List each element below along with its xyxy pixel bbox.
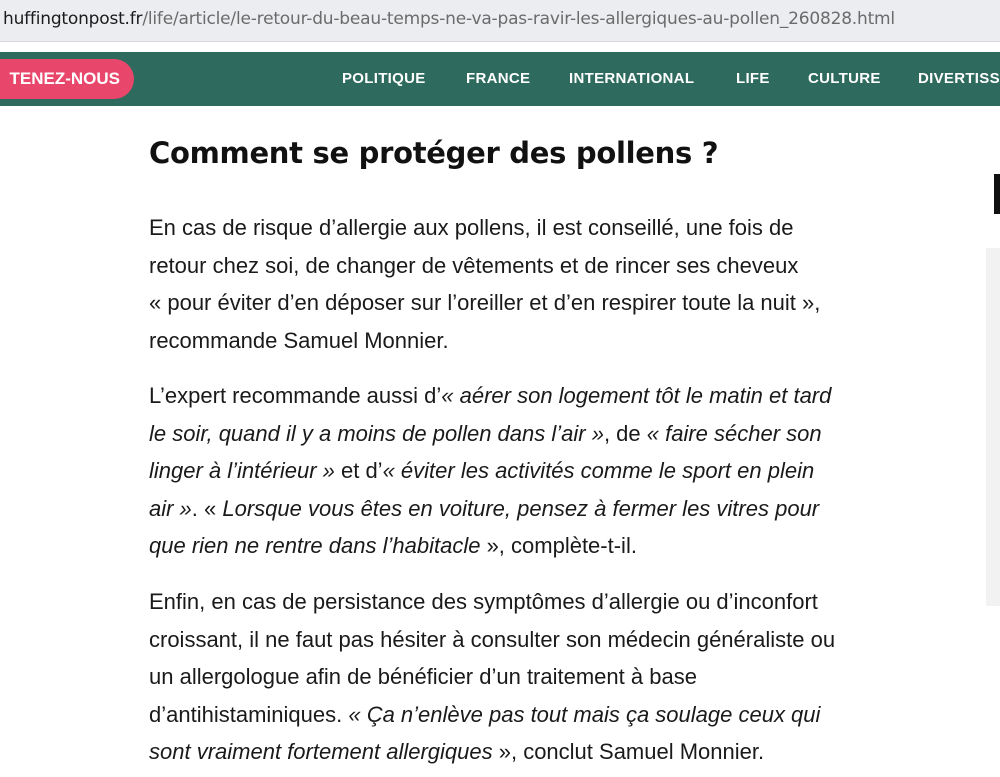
p2-quote: linger à l’intérieur »: [149, 458, 335, 483]
p3-line-3: un allergologue afin de bénéficier d’un traitement à base: [149, 664, 697, 689]
url-host: huffingtonpost.fr: [3, 9, 143, 29]
nav-politique[interactable]: POLITIQUE: [342, 70, 426, 87]
p3-line-1: Enfin, en cas de persistance des symptômes d’allergie ou d’inconfort: [149, 589, 818, 614]
url-path: /life/article/le-retour-du-beau-temps-ne-va-pas-ravir-les-allergiques-au-pollen_260828.html: [142, 9, 895, 29]
nav-divertissement[interactable]: DIVERTISS: [918, 70, 1000, 87]
p2-quote: air »: [149, 495, 192, 521]
paragraph-3: [149, 583, 949, 771]
p2-line-4: [149, 490, 949, 528]
nav-culture[interactable]: CULTURE: [808, 70, 881, 87]
p2-quote: Lorsque vous êtes en voiture, pensez à fermer les vitres pour: [222, 495, 820, 521]
p1-line-1: En cas de risque d’allergie aux pollens, il est conseillé, une fois de: [149, 215, 794, 240]
p2-quote: que rien ne rentre dans l’habitacle: [149, 533, 481, 558]
p2-quote: « éviter les activités comme le sport en plein: [382, 458, 815, 483]
article-body: [149, 134, 949, 764]
p2-line-3: [149, 452, 949, 490]
p2-quote: « faire sécher son: [646, 420, 822, 446]
p2-text: L’expert recommande aussi d’: [149, 383, 442, 408]
nav-international[interactable]: INTERNATIONAL: [569, 70, 695, 87]
p2-text: . «: [191, 495, 223, 521]
support-us-button[interactable]: TENEZ-NOUS: [0, 59, 134, 99]
nav-france[interactable]: FRANCE: [466, 70, 531, 87]
p3-quote: sont vraiment fortement allergiques: [149, 739, 493, 764]
p3-text: d’antihistaminiques.: [149, 701, 349, 727]
browser-address-bar[interactable]: [0, 0, 1000, 42]
p3-line-2: croissant, il ne faut pas hésiter à consulter son médecin généraliste ou: [149, 626, 836, 652]
p2-line-5: [149, 527, 949, 565]
paragraph-2: [149, 377, 949, 565]
p3-text: », conclut Samuel Monnier.: [492, 739, 765, 764]
p3-line-5: [149, 733, 949, 771]
site-navbar: [0, 52, 1000, 106]
p2-text: », complète-t-il.: [480, 533, 637, 558]
p1-line-2: retour chez soi, de changer de vêtements et de rincer ses cheveux: [149, 252, 799, 278]
p3-line-4: [149, 696, 949, 734]
nav-life[interactable]: LIFE: [736, 70, 770, 87]
side-panel-edge: [986, 248, 1000, 606]
url-text[interactable]: [3, 9, 895, 29]
p3-quote: « Ça n’enlève pas tout mais ça soulage ceux qui: [348, 701, 821, 727]
section-heading: Comment se protéger des pollens ?: [149, 136, 719, 170]
p2-text: , de: [603, 420, 647, 446]
p2-quote: « aérer son logement tôt le matin et tard: [441, 383, 832, 408]
p1-line-3: « pour éviter d’en déposer sur l’oreiller et d’en respirer toute la nuit »,: [149, 290, 821, 315]
p2-quote: le soir, quand il y a moins de pollen dans l’air »: [149, 420, 604, 446]
side-widget-edge: [994, 174, 1000, 214]
p1-line-4: recommande Samuel Monnier.: [149, 327, 449, 353]
p2-line-1: [149, 377, 949, 415]
p2-text: et d’: [334, 458, 383, 483]
paragraph-1: [149, 209, 949, 359]
p2-line-2: [149, 415, 949, 453]
